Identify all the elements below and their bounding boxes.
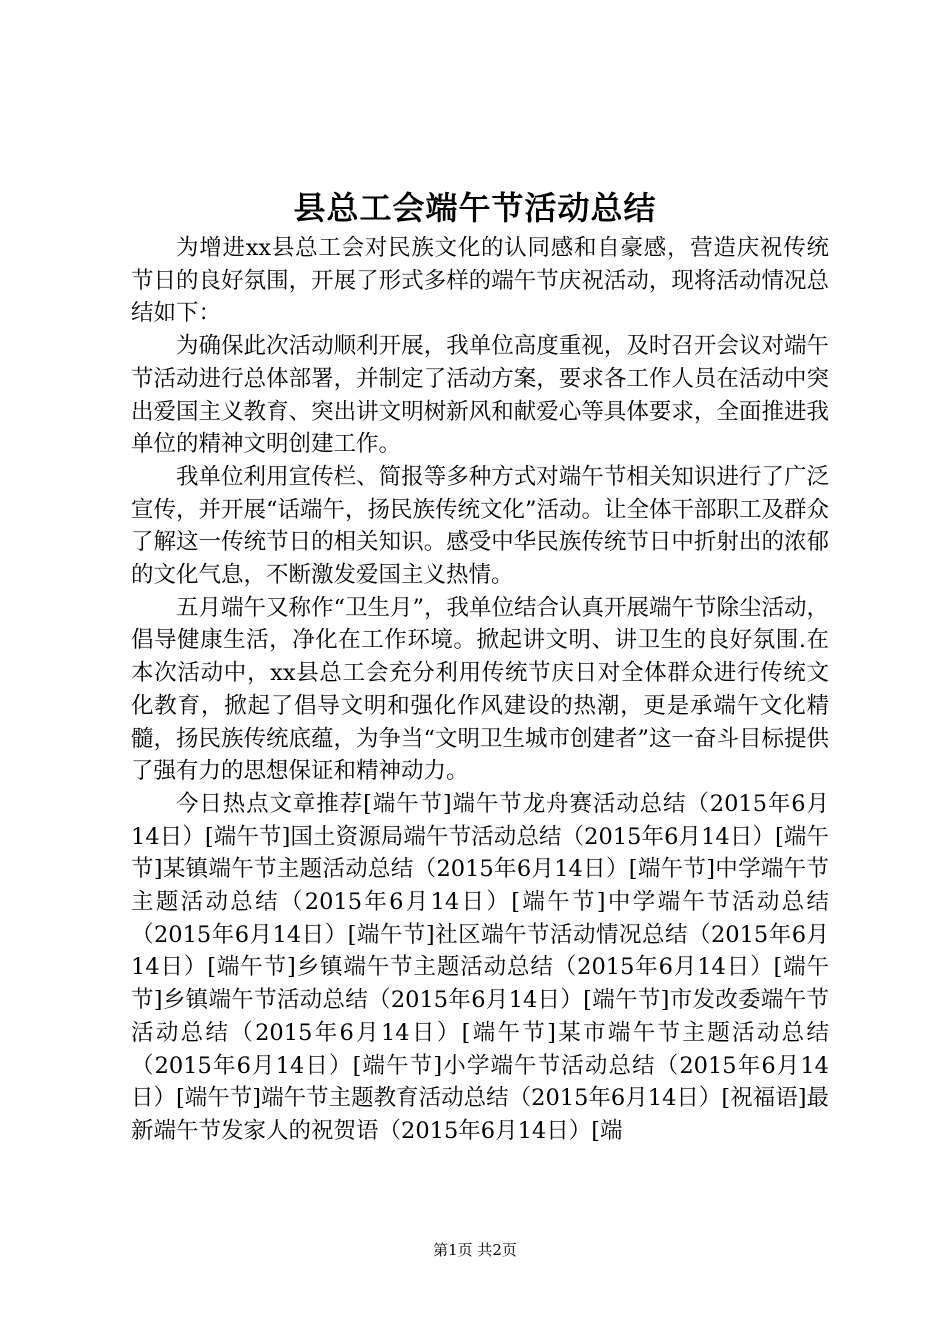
document-title: 县总工会端午节活动总结 <box>293 189 657 227</box>
paragraph-deployment: 为确保此次活动顺利开展，我单位高度重视，及时召开会议对端午节活动进行总体部署，并制定了活动方案，要求各工作人员在活动中突出爱国主义教育、突出讲文明树新风和献爱心等具体要求，全面推进我单位的精神文明创建工作。 <box>131 333 829 458</box>
paragraph-hygiene: 五月端午又称作“卫生月”，我单位结合认真开展端午节除尘活动，倡导健康生活，净化在工作环境。掀起讲文明、讲卫生的良好氛围.在本次活动中，xx县总工会充分利用传统节庆日对全体群众进行传统文化教育，掀起了倡导文明和强化作风建设的热潮，更是承端午文化精髓，扬民族传统底蕴，为争当“文明卫生城市创建者”这一奋斗目标提供了强有力的思想保证和精神动力。 <box>131 594 830 785</box>
paragraph-recommended-articles: 今日热点文章推荐[端午节]端午节龙舟赛活动总结（2015年6月14日）[端午节]国土资源局端午节活动总结（2015年6月14日）[端午节]某镇端午节主题活动总结（2015年6月14日）[端午节]中学端午节主题活动总结（2015年6月14日）[端午节]中学端午节活动总结（2015年6月14日）[端午节]社区端午节活动情况总结（2015年6月14日）[端午节]乡镇端午节主题活动总结（2015年6月14日）[端午节]乡镇端午节活动总结（2015年6月14日）[端午节]市发改委端午节活动总结（2015年6月14日）[端午节]某市端午节主题活动总结（2015年6月14日）[端午节]小学端午节活动总结（2015年6月14日）[端午节]端午节主题教育活动总结（2015年6月14日）[祝福语]最新端午节发家人的祝贺语（2015年6月14日）[端 <box>131 790 829 1144</box>
paragraph-publicity: 我单位利用宣传栏、简报等多种方式对端午节相关知识进行了广泛宣传，并开展“话端午，扬民族传统文化”活动。让全体干部职工及群众了解这一传统节日的相关知识。感受中华民族传统节日中折射出的浓郁的文化气息，不断激发爱国主义热情。 <box>131 463 830 589</box>
page-indicator: 第1页 共2页 <box>433 1241 517 1259</box>
paragraph-intro: 为增进xx县总工会对民族文化的认同感和自豪感，营造庆祝传统节日的良好氛围，开展了形式多样的端午节庆祝活动，现将活动情况总结如下： <box>131 235 829 327</box>
document-body <box>131 232 829 1148</box>
